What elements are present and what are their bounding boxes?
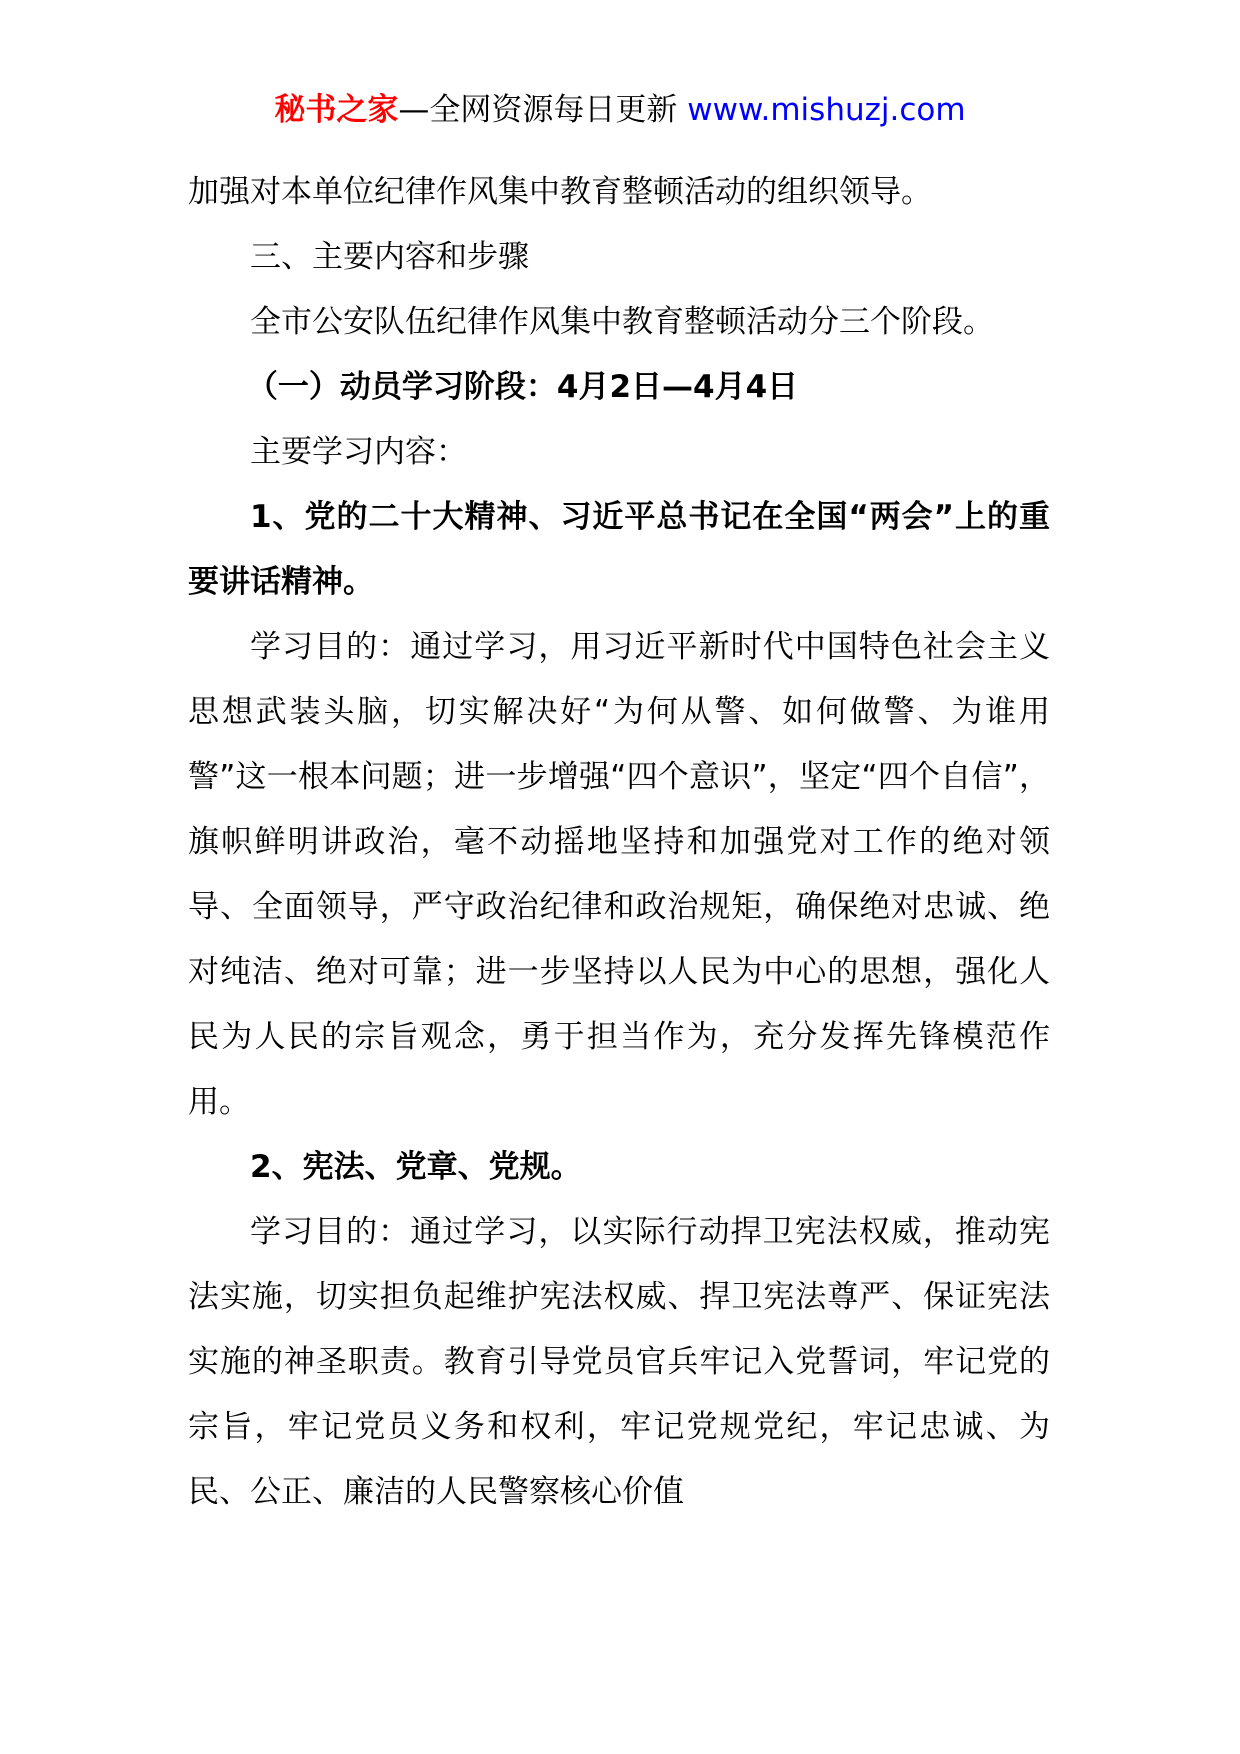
brand-name: 秘书之家 [274,92,399,128]
paragraph-stages-intro: 全市公安队伍纪律作风集中教育整顿活动分三个阶段。 [250,304,994,340]
site-banner [0,90,1240,130]
study-item-1-purpose: 学习目的：通过学习，用习近平新时代中国特色社会主义思想武装头脑，切实解决好“为何从警、如何做警、为谁用警”这一根本问题；进一步增强“四个意识”，坚定“四个自信”，旗帜鲜明讲政治，毫不动摇地坚持和加强党对工作的绝对领导、全面领导，严守政治纪律和政治规矩，确保绝对忠诚、绝对纯洁、绝对可靠；进一步坚持以人民为中心的思想，强化人民为人民的宗旨观念，勇于担当作为，充分发挥先锋模范作用。 [188,629,1050,1120]
paragraph-continuation: 加强对本单位纪律作风集中教育整顿活动的组织领导。 [188,174,932,210]
site-url-link[interactable]: www.mishuzj.com [687,92,966,128]
stage-one-heading: （一）动员学习阶段：4月2日—4月4日 [246,369,799,405]
study-item-2-heading: 2、宪法、党章、党规。 [250,1149,582,1185]
banner-dash: — [398,92,430,128]
study-item-2-purpose: 学习目的：通过学习，以实际行动捍卫宪法权威，推动宪法实施，切实担负起维护宪法权威、捍卫宪法尊严、保证宪法实施的神圣职责。教育引导党员官兵牢记入党誓词，牢记党的宗旨，牢记党员义务和权利，牢记党规党纪，牢记忠诚、为民、公正、廉洁的人民警察核心价值 [188,1214,1050,1510]
study-content-label: 主要学习内容： [250,434,467,470]
section-heading-main-content: 三、主要内容和步骤 [250,239,529,275]
document-body [188,160,1050,1525]
study-item-1-heading: 1、党的二十大精神、习近平总书记在全国“两会”上的重要讲话精神。 [188,499,1050,600]
banner-tagline: 全网资源每日更新 [429,92,688,128]
